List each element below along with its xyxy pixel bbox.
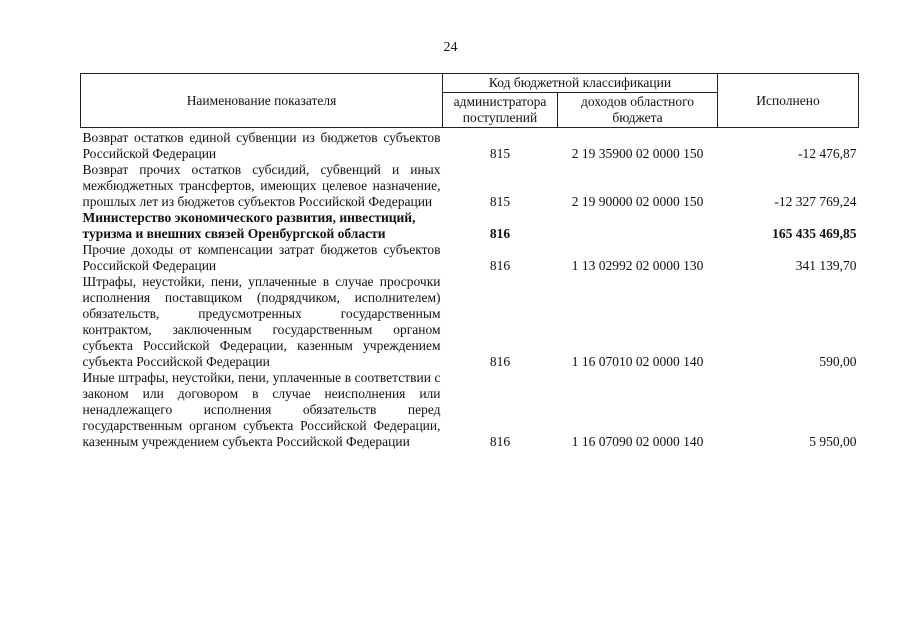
row-income-code: 1 13 02992 02 0000 130	[571, 258, 704, 273]
row-name: Штрафы, неустойки, пени, уплаченные в случае просрочки исполнения поставщиком (подрядчиком, исполнителем) обязательств, предусмотренных государственным контрактом, заключенным государственным органом субъекта Российской Федерации, казенным учреждением субъекта Российской Федерации	[82, 274, 441, 369]
row-amount: -12 476,87	[798, 146, 857, 161]
row-name: Возврат прочих остатков субсидий, субвенций и иных межбюджетных трансфертов, имеющих целевое назначение, прошлых лет из бюджетов субъектов Российской Федерации	[82, 162, 441, 209]
row-amount: 590,00	[819, 354, 857, 369]
table-row	[81, 210, 859, 242]
row-name: Иные штрафы, неустойки, пени, уплаченные в соответствии с законом или договором в случае неисполнения или ненадлежащего исполнения обязательств перед государственным органом субъекта Российской Федерации, казенным учреждением субъекта Российской Федерации	[82, 370, 441, 449]
row-admin-code: 816	[489, 434, 511, 449]
header-code-group: Код бюджетной классификации	[443, 74, 718, 93]
header-admin-column: администратора поступлений	[443, 93, 558, 128]
row-income-code: 2 19 35900 02 0000 150	[571, 146, 704, 161]
row-admin-code: 816	[489, 258, 511, 273]
row-income-code: 1 16 07090 02 0000 140	[571, 434, 704, 449]
row-income-code: 2 19 90000 02 0000 150	[571, 194, 704, 209]
row-admin-code: 815	[489, 194, 511, 209]
header-name-column: Наименование показателя	[81, 74, 443, 128]
table-row	[81, 274, 859, 370]
row-name: Возврат остатков единой субвенции из бюджетов субъектов Российской Федерации	[82, 130, 441, 161]
page-number: 24	[443, 40, 458, 55]
header-income-column: доходов областного бюджета	[558, 93, 718, 128]
budget-table	[80, 73, 859, 450]
row-income-code	[558, 210, 718, 242]
table-row	[81, 370, 859, 450]
row-name: Министерство экономического развития, инвестиций, туризма и внешних связей Оренбургской области	[82, 210, 416, 241]
row-amount: 341 139,70	[795, 258, 857, 273]
table-row	[81, 128, 859, 163]
row-income-code: 1 16 07010 02 0000 140	[571, 354, 704, 369]
row-amount: -12 327 769,24	[774, 194, 857, 209]
row-admin-code: 816	[489, 354, 511, 369]
row-admin-code: 816	[489, 226, 511, 241]
row-amount: 5 950,00	[809, 434, 857, 449]
row-amount: 165 435 469,85	[772, 226, 857, 241]
row-name: Прочие доходы от компенсации затрат бюджетов субъектов Российской Федерации	[82, 242, 441, 273]
table-header	[81, 74, 859, 128]
table-row	[81, 242, 859, 274]
table-row	[81, 162, 859, 210]
row-admin-code: 815	[489, 146, 511, 161]
header-executed-column: Исполнено	[718, 74, 859, 128]
table-body	[81, 128, 859, 451]
